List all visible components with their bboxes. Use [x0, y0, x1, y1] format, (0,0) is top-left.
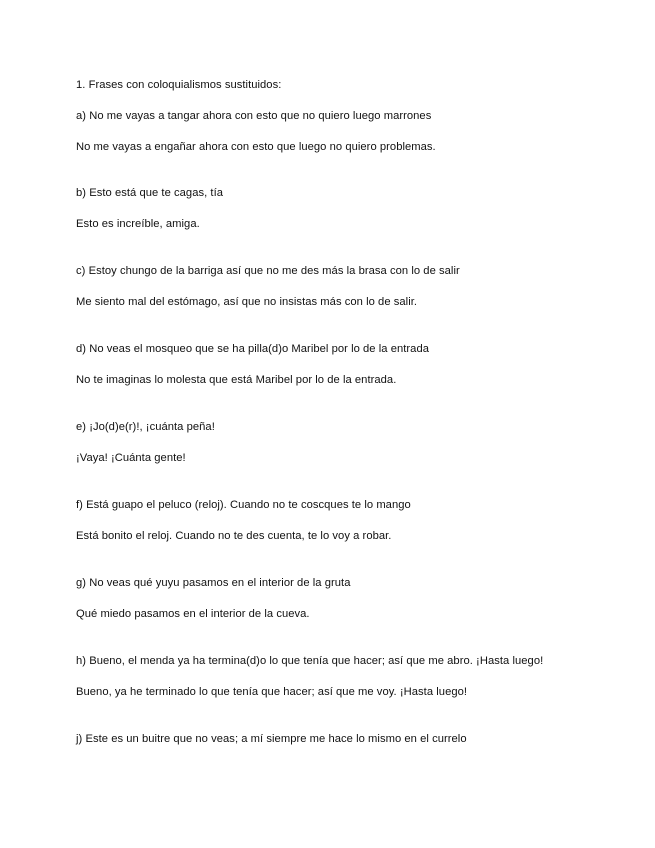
item-c-original: c) Estoy chungo de la barriga así que no me des más la brasa con lo de salir: [76, 265, 460, 277]
item-e-rewrite: ¡Vaya! ¡Cuánta gente!: [76, 452, 186, 464]
item-d-original: d) No veas el mosqueo que se ha pilla(d)o Maribel por lo de la entrada: [76, 343, 429, 355]
document-heading: 1. Frases con coloquialismos sustituidos:: [76, 79, 282, 91]
item-c-rewrite: Me siento mal del estómago, así que no insistas más con lo de salir.: [76, 296, 418, 308]
item-a-rewrite: No me vayas a engañar ahora con esto que luego no quiero problemas.: [76, 141, 436, 153]
item-b-rewrite: Esto es increíble, amiga.: [76, 218, 200, 230]
item-b-original: b) Esto está que te cagas, tía: [76, 187, 224, 199]
item-g-rewrite: Qué miedo pasamos en el interior de la cueva.: [76, 608, 310, 620]
item-a-original: a) No me vayas a tangar ahora con esto que no quiero luego marrones: [76, 110, 432, 122]
item-f-rewrite: Está bonito el reloj. Cuando no te des cuenta, te lo voy a robar.: [76, 530, 392, 542]
item-g-original: g) No veas qué yuyu pasamos en el interior de la gruta: [76, 577, 351, 589]
item-d-rewrite: No te imaginas lo molesta que está Maribel por lo de la entrada.: [76, 374, 397, 386]
item-j-original: j) Este es un buitre que no veas; a mí siempre me hace lo mismo en el currelo: [76, 733, 467, 745]
item-f-original: f) Está guapo el peluco (reloj). Cuando no te coscques te lo mango: [76, 499, 411, 511]
item-h-original: h) Bueno, el menda ya ha termina(d)o lo que tenía que hacer; así que me abro. ¡Hasta luego!: [76, 655, 544, 667]
item-h-rewrite: Bueno, ya he terminado lo que tenía que hacer; así que me voy. ¡Hasta luego!: [76, 686, 468, 698]
item-e-original: e) ¡Jo(d)e(r)!, ¡cuánta peña!: [76, 421, 215, 433]
